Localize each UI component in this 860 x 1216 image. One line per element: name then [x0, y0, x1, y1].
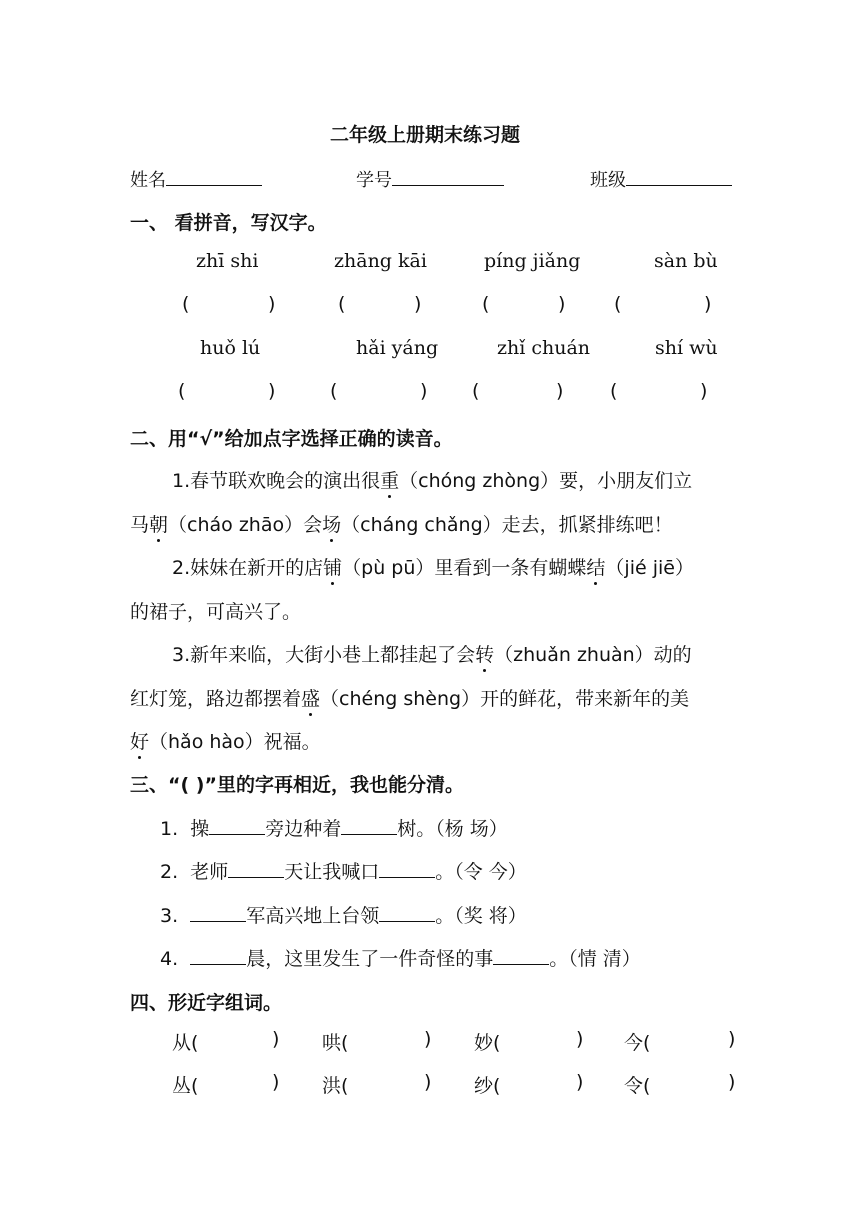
answer-close-paren: )	[704, 293, 712, 315]
word-prompt: 洪(	[322, 1075, 349, 1097]
section-4-heading: 四、形近字组词。	[130, 992, 283, 1014]
answer-blank[interactable]	[341, 816, 397, 835]
class-label: 班级	[590, 170, 626, 191]
text: （chéng shèng）开的鲜花，带来新年的美	[320, 688, 690, 710]
text: （cháo zhāo）会	[168, 514, 323, 536]
item-number: 3.	[160, 905, 179, 927]
q3-item	[160, 944, 641, 971]
text: 旁边种着	[265, 818, 342, 840]
text: （cháng chǎng）走去，抓紧排练吧！	[341, 514, 673, 536]
pinyin-item: sàn bù	[654, 250, 718, 272]
answer-open-paren: (	[178, 380, 186, 402]
text: 晨，这里发生了一件奇怪的事	[246, 948, 494, 970]
name-field	[130, 166, 262, 192]
answer-blank[interactable]	[190, 946, 246, 965]
item-number: 1.	[160, 818, 179, 840]
answer-open-paren: (	[614, 293, 622, 315]
word-prompt: 从(	[172, 1032, 199, 1054]
answer-blank[interactable]	[190, 903, 246, 922]
answer-close-paren: )	[728, 1071, 736, 1093]
answer-close-paren: )	[576, 1071, 584, 1093]
item-number: 4.	[160, 948, 179, 970]
answer-open-paren: (	[472, 380, 480, 402]
dotted-char: 场	[322, 514, 342, 536]
word-prompt: 哄(	[322, 1032, 349, 1054]
section-2-heading: 二、用“√”给加点字选择正确的读音。	[130, 428, 453, 450]
paragraph-line	[130, 727, 321, 754]
answer-close-paren: )	[576, 1028, 584, 1050]
answer-close-paren: )	[558, 293, 566, 315]
number-blank[interactable]	[392, 167, 504, 186]
pinyin-item: zhī shi	[196, 250, 259, 272]
dotted-char: 朝	[149, 514, 169, 536]
pinyin-item: huǒ lú	[200, 337, 261, 359]
item-number: 2.	[160, 861, 179, 883]
answer-close-paren: )	[414, 293, 422, 315]
dotted-char: 重	[380, 470, 400, 492]
answer-open-paren: (	[482, 293, 490, 315]
page-title: 二年级上册期末练习题	[330, 124, 521, 146]
text: （hǎo hào）祝福。	[149, 731, 321, 753]
paragraph-line: 的裙子，可高兴了。	[130, 601, 302, 623]
paragraph-line	[130, 510, 673, 537]
word-prompt: 丛(	[172, 1075, 199, 1097]
text: 。（奖 将）	[435, 905, 527, 927]
answer-close-paren: )	[268, 380, 276, 402]
name-blank[interactable]	[166, 167, 262, 186]
text: 军高兴地上台领	[246, 905, 380, 927]
text: 3.新年来临，大街小巷上都挂起了会	[172, 644, 476, 666]
pinyin-item: shí wù	[655, 337, 718, 359]
number-field	[356, 166, 504, 192]
pinyin-item: píng jiǎng	[484, 250, 581, 272]
paragraph-line	[130, 684, 689, 711]
pinyin-item: zhāng kāi	[334, 250, 427, 272]
section-3-heading: 三、“( )”里的字再相近，我也能分清。	[130, 774, 464, 796]
section-1-heading: 一、 看拼音，写汉字。	[130, 212, 327, 234]
q3-item	[160, 814, 508, 841]
answer-blank[interactable]	[379, 859, 435, 878]
text: 天让我喊口	[284, 861, 380, 883]
text: 2.妹妹在新开的店	[172, 557, 324, 579]
answer-open-paren: (	[338, 293, 346, 315]
dotted-char: 好	[130, 731, 150, 753]
text: 操	[190, 818, 210, 840]
text: 马	[130, 514, 150, 536]
answer-close-paren: )	[556, 380, 564, 402]
word-prompt: 纱(	[474, 1075, 501, 1097]
answer-blank[interactable]	[228, 859, 284, 878]
text: （pù pū）里看到一条有蝴蝶	[342, 557, 587, 579]
text: （chóng zhòng）要，小朋友们立	[399, 470, 693, 492]
answer-open-paren: (	[182, 293, 190, 315]
paragraph-line	[172, 466, 692, 493]
answer-open-paren: (	[330, 380, 338, 402]
word-prompt: 妙(	[474, 1032, 501, 1054]
dotted-char: 结	[586, 557, 606, 579]
name-label: 姓名	[130, 170, 166, 191]
text: 。（令 今）	[435, 861, 527, 883]
answer-close-paren: )	[268, 293, 276, 315]
text: （jié jiē）	[605, 557, 694, 579]
answer-blank[interactable]	[493, 946, 549, 965]
word-prompt: 令(	[624, 1075, 651, 1097]
number-label: 学号	[356, 170, 392, 191]
dotted-char: 铺	[323, 557, 343, 579]
class-blank[interactable]	[626, 167, 732, 186]
q3-item	[160, 857, 527, 884]
dotted-char: 转	[475, 644, 495, 666]
answer-close-paren: )	[700, 380, 708, 402]
text: （zhuǎn zhuàn）动的	[494, 644, 692, 666]
dotted-char: 盛	[301, 688, 321, 710]
paragraph-line	[172, 553, 694, 580]
answer-close-paren: )	[272, 1071, 280, 1093]
pinyin-item: hǎi yáng	[356, 337, 439, 359]
text: 。（情 清）	[549, 948, 641, 970]
text: 老师	[190, 861, 229, 883]
text: 红灯笼，路边都摆着	[130, 688, 302, 710]
answer-close-paren: )	[728, 1028, 736, 1050]
word-prompt: 今(	[624, 1032, 651, 1054]
answer-blank[interactable]	[379, 903, 435, 922]
text: 1.春节联欢晚会的演出很	[172, 470, 381, 492]
answer-close-paren: )	[424, 1071, 432, 1093]
class-field	[590, 166, 732, 192]
text: 树。（杨 场）	[397, 818, 508, 840]
answer-close-paren: )	[424, 1028, 432, 1050]
answer-close-paren: )	[420, 380, 428, 402]
answer-blank[interactable]	[209, 816, 265, 835]
answer-close-paren: )	[272, 1028, 280, 1050]
answer-open-paren: (	[610, 380, 618, 402]
pinyin-item: zhǐ chuán	[497, 337, 591, 359]
paragraph-line	[172, 640, 692, 667]
q3-item	[160, 901, 527, 928]
